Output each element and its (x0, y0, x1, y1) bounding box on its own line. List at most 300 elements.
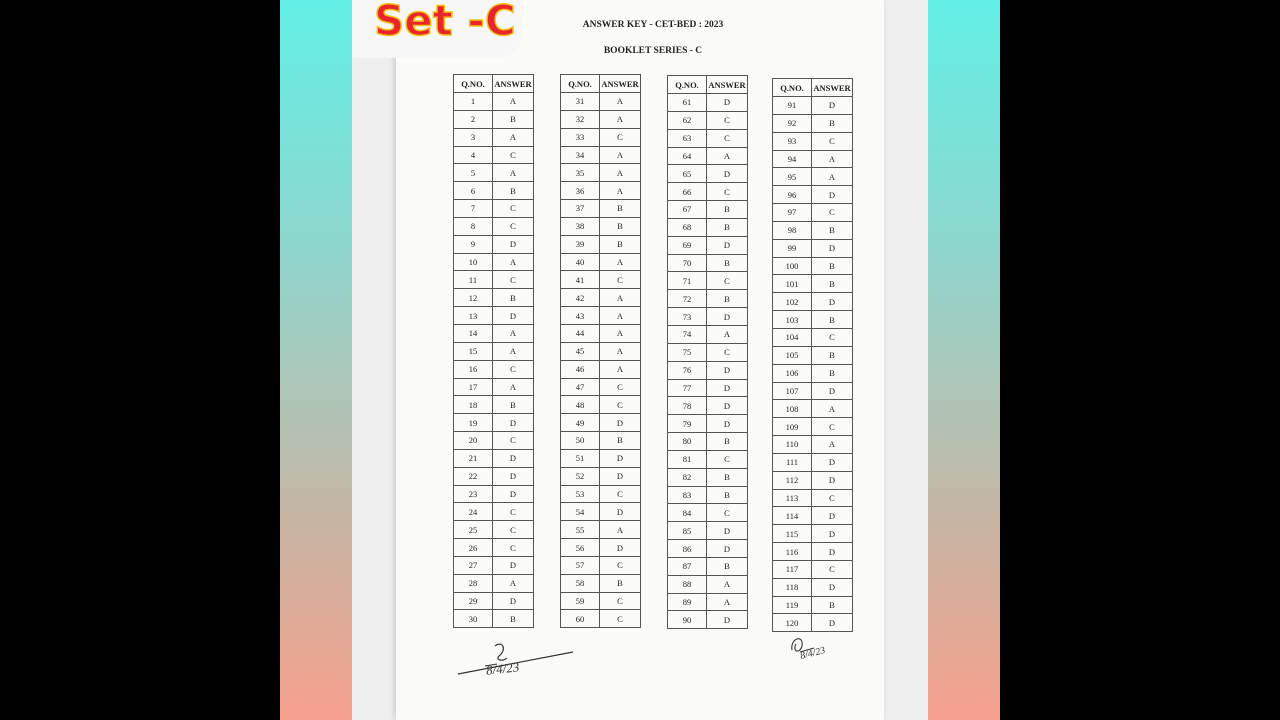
answer-value: B (707, 557, 748, 575)
question-number: 29 (454, 592, 493, 610)
question-number: 106 (773, 364, 812, 382)
table-row (773, 418, 853, 436)
answer-value: D (812, 614, 853, 632)
table-row (561, 342, 641, 360)
table-row (561, 271, 641, 289)
table-row (668, 450, 748, 468)
answer-value: C (812, 418, 853, 436)
answer-value: D (600, 467, 641, 485)
answer-value: C (707, 343, 748, 361)
table-row (668, 272, 748, 290)
question-number: 76 (668, 361, 707, 379)
question-number: 58 (561, 574, 600, 592)
question-number: 27 (454, 556, 493, 574)
question-number: 72 (668, 290, 707, 308)
question-number: 47 (561, 378, 600, 396)
question-number: 102 (773, 293, 812, 311)
answer-value: D (812, 525, 853, 543)
table-row (668, 522, 748, 540)
table-row (668, 218, 748, 236)
answer-value: C (707, 129, 748, 147)
question-number: 12 (454, 289, 493, 307)
answer-value: D (493, 307, 534, 325)
question-number: 94 (773, 150, 812, 168)
question-number: 25 (454, 521, 493, 539)
question-number: 45 (561, 342, 600, 360)
question-number: 56 (561, 539, 600, 557)
question-number: 77 (668, 379, 707, 397)
question-number: 13 (454, 307, 493, 325)
question-number: 44 (561, 324, 600, 342)
answer-value: C (812, 560, 853, 578)
table-row (454, 610, 534, 628)
answer-value: A (493, 253, 534, 271)
table-row (454, 235, 534, 253)
answer-value: B (600, 432, 641, 450)
table-row (454, 200, 534, 218)
qno-header: Q.NO. (454, 75, 493, 93)
answer-value: C (812, 204, 853, 222)
table-row (561, 449, 641, 467)
question-number: 40 (561, 253, 600, 271)
answer-value: D (812, 97, 853, 115)
answer-value: C (493, 360, 534, 378)
question-number: 65 (668, 165, 707, 183)
question-number: 108 (773, 400, 812, 418)
answer-value: B (600, 574, 641, 592)
answer-value: B (707, 290, 748, 308)
answer-value: A (600, 110, 641, 128)
table-row (561, 289, 641, 307)
table-row (454, 217, 534, 235)
question-number: 112 (773, 471, 812, 489)
table-row (561, 556, 641, 574)
question-number: 82 (668, 468, 707, 486)
qno-header: Q.NO. (773, 79, 812, 97)
table-row (561, 182, 641, 200)
table-row (454, 467, 534, 485)
document-title: ANSWER KEY - CET-BED : 2023 (582, 20, 724, 30)
table-row (454, 449, 534, 467)
table-row (561, 217, 641, 235)
table-row (668, 557, 748, 575)
table-row (454, 521, 534, 539)
table-header-row (454, 75, 534, 93)
question-number: 73 (668, 308, 707, 326)
table-row (561, 396, 641, 414)
answer-value: D (707, 308, 748, 326)
answer-value: A (600, 93, 641, 111)
signature-left-date: 8/4/23 (485, 659, 520, 678)
answer-value: A (600, 307, 641, 325)
question-number: 68 (668, 218, 707, 236)
question-number: 110 (773, 436, 812, 454)
answer-value: A (812, 150, 853, 168)
table-row (561, 485, 641, 503)
answer-value: A (600, 521, 641, 539)
answer-value: B (812, 364, 853, 382)
question-number: 41 (561, 271, 600, 289)
answer-value: C (812, 132, 853, 150)
answer-value: B (493, 396, 534, 414)
question-number: 15 (454, 342, 493, 360)
table-row (668, 343, 748, 361)
question-number: 59 (561, 592, 600, 610)
answer-value: C (493, 521, 534, 539)
table-row (773, 239, 853, 257)
answer-value: D (600, 539, 641, 557)
table-row (668, 468, 748, 486)
answer-value: A (812, 400, 853, 418)
answer-value: C (600, 610, 641, 628)
question-number: 99 (773, 239, 812, 257)
table-row (454, 556, 534, 574)
answer-value: C (493, 503, 534, 521)
question-number: 2 (454, 110, 493, 128)
signature-right-date: 8/4/23 (799, 645, 827, 662)
answer-value: A (600, 253, 641, 271)
table-row (773, 560, 853, 578)
question-number: 101 (773, 275, 812, 293)
answer-value: A (707, 575, 748, 593)
question-number: 24 (454, 503, 493, 521)
question-number: 51 (561, 449, 600, 467)
table-row (773, 114, 853, 132)
table-row (773, 578, 853, 596)
question-number: 75 (668, 343, 707, 361)
answer-value: A (707, 593, 748, 611)
table-row (773, 364, 853, 382)
question-number: 80 (668, 433, 707, 451)
table-row (773, 489, 853, 507)
table-row (773, 293, 853, 311)
question-number: 39 (561, 235, 600, 253)
table-row (454, 253, 534, 271)
answer-value: B (707, 254, 748, 272)
answer-value: A (600, 182, 641, 200)
answer-value: B (812, 596, 853, 614)
table-row (773, 507, 853, 525)
question-number: 104 (773, 328, 812, 346)
question-number: 111 (773, 453, 812, 471)
table-row (668, 236, 748, 254)
answer-value: B (812, 275, 853, 293)
table-row (668, 593, 748, 611)
table-row (561, 253, 641, 271)
table-row (773, 400, 853, 418)
question-number: 16 (454, 360, 493, 378)
answer-value: B (707, 486, 748, 504)
answer-value: B (493, 110, 534, 128)
table-row (454, 574, 534, 592)
answer-value: D (707, 522, 748, 540)
answer-value: B (812, 257, 853, 275)
answer-value: C (493, 200, 534, 218)
table-row (773, 168, 853, 186)
answer-table-2 (560, 74, 641, 628)
table-row (668, 111, 748, 129)
question-number: 118 (773, 578, 812, 596)
qno-header: Q.NO. (668, 76, 707, 94)
table-row (454, 128, 534, 146)
question-number: 88 (668, 575, 707, 593)
answer-value: B (707, 433, 748, 451)
answer-value: D (707, 236, 748, 254)
answer-value: C (707, 183, 748, 201)
table-row (454, 289, 534, 307)
answer-value: D (812, 382, 853, 400)
set-label: Set -C (374, 0, 516, 45)
answer-value: D (493, 449, 534, 467)
question-number: 60 (561, 610, 600, 628)
answer-value: B (707, 201, 748, 219)
question-number: 46 (561, 360, 600, 378)
question-number: 105 (773, 346, 812, 364)
answer-value: A (600, 164, 641, 182)
table-row (454, 432, 534, 450)
table-row (561, 307, 641, 325)
answer-value: D (493, 467, 534, 485)
question-number: 119 (773, 596, 812, 614)
answer-value: A (600, 360, 641, 378)
question-number: 109 (773, 418, 812, 436)
table-row (454, 164, 534, 182)
question-number: 34 (561, 146, 600, 164)
table-row (561, 414, 641, 432)
answer-value: D (707, 540, 748, 558)
table-row (454, 503, 534, 521)
answer-value: D (812, 239, 853, 257)
table-row (561, 503, 641, 521)
answer-value: C (600, 485, 641, 503)
question-number: 97 (773, 204, 812, 222)
table-row (454, 307, 534, 325)
answer-value: A (600, 324, 641, 342)
question-number: 70 (668, 254, 707, 272)
answer-value: C (493, 217, 534, 235)
question-number: 90 (668, 611, 707, 629)
question-number: 33 (561, 128, 600, 146)
answer-table-1 (453, 74, 534, 628)
question-number: 8 (454, 217, 493, 235)
answer-value: B (812, 346, 853, 364)
question-number: 116 (773, 543, 812, 561)
table-row (668, 540, 748, 558)
table-row (454, 324, 534, 342)
answer-value: A (493, 574, 534, 592)
answer-value: C (707, 504, 748, 522)
table-row (668, 379, 748, 397)
answer-value: A (493, 324, 534, 342)
question-number: 117 (773, 560, 812, 578)
question-number: 26 (454, 539, 493, 557)
answer-value: D (812, 543, 853, 561)
table-row (454, 146, 534, 164)
table-row (561, 110, 641, 128)
table-row (668, 165, 748, 183)
question-number: 85 (668, 522, 707, 540)
question-number: 3 (454, 128, 493, 146)
question-number: 67 (668, 201, 707, 219)
question-number: 17 (454, 378, 493, 396)
table-row (561, 467, 641, 485)
question-number: 81 (668, 450, 707, 468)
table-row (668, 183, 748, 201)
table-row (773, 275, 853, 293)
answer-value: A (493, 342, 534, 360)
answer-value: B (493, 182, 534, 200)
question-number: 103 (773, 311, 812, 329)
question-number: 95 (773, 168, 812, 186)
question-number: 35 (561, 164, 600, 182)
table-row (668, 254, 748, 272)
table-row (561, 128, 641, 146)
table-row (561, 521, 641, 539)
table-row (668, 433, 748, 451)
answer-value: C (600, 592, 641, 610)
answer-value: B (812, 221, 853, 239)
answer-value: D (600, 449, 641, 467)
answer-value: A (812, 436, 853, 454)
answer-value: D (493, 235, 534, 253)
question-number: 113 (773, 489, 812, 507)
answer-value: A (600, 342, 641, 360)
answer-value: D (812, 471, 853, 489)
question-number: 84 (668, 504, 707, 522)
answer-value: A (493, 93, 534, 111)
answer-table-3 (667, 75, 748, 629)
table-row (773, 543, 853, 561)
question-number: 18 (454, 396, 493, 414)
answer-value: C (493, 146, 534, 164)
question-number: 115 (773, 525, 812, 543)
question-number: 62 (668, 111, 707, 129)
question-number: 120 (773, 614, 812, 632)
question-number: 89 (668, 593, 707, 611)
answer-value: C (493, 539, 534, 557)
table-row (561, 324, 641, 342)
answer-value: D (600, 503, 641, 521)
question-number: 10 (454, 253, 493, 271)
question-number: 49 (561, 414, 600, 432)
answer-value: C (600, 556, 641, 574)
answer-value: C (812, 489, 853, 507)
question-number: 83 (668, 486, 707, 504)
question-number: 91 (773, 97, 812, 115)
table-row (668, 611, 748, 629)
table-row (668, 308, 748, 326)
table-row (454, 342, 534, 360)
table-row (561, 93, 641, 111)
question-number: 64 (668, 147, 707, 165)
answer-value: B (812, 311, 853, 329)
question-number: 14 (454, 324, 493, 342)
question-number: 9 (454, 235, 493, 253)
question-number: 86 (668, 540, 707, 558)
answer-value: D (812, 453, 853, 471)
answer-value: C (600, 378, 641, 396)
answer-header: ANSWER (812, 79, 853, 97)
answer-value: D (707, 379, 748, 397)
table-row (773, 204, 853, 222)
question-number: 52 (561, 467, 600, 485)
answer-value: D (600, 414, 641, 432)
answer-value: A (600, 146, 641, 164)
answer-value: B (600, 217, 641, 235)
question-number: 98 (773, 221, 812, 239)
answer-value: B (707, 468, 748, 486)
table-row (773, 471, 853, 489)
answer-value: D (707, 94, 748, 112)
question-number: 61 (668, 94, 707, 112)
question-number: 66 (668, 183, 707, 201)
table-row (561, 360, 641, 378)
table-row (454, 110, 534, 128)
answer-value: A (707, 325, 748, 343)
table-row (773, 436, 853, 454)
question-number: 28 (454, 574, 493, 592)
table-row (561, 592, 641, 610)
answer-value: D (493, 414, 534, 432)
table-row (454, 378, 534, 396)
table-row (773, 453, 853, 471)
question-number: 36 (561, 182, 600, 200)
table-row (668, 415, 748, 433)
answer-value: A (812, 168, 853, 186)
question-number: 114 (773, 507, 812, 525)
answer-value: D (812, 293, 853, 311)
answer-table-4 (772, 78, 853, 632)
table-row (454, 271, 534, 289)
answer-value: B (493, 289, 534, 307)
answer-value: D (493, 592, 534, 610)
question-number: 57 (561, 556, 600, 574)
table-row (668, 504, 748, 522)
table-row (454, 539, 534, 557)
answer-value: C (493, 271, 534, 289)
question-number: 42 (561, 289, 600, 307)
table-header-row (773, 79, 853, 97)
table-row (561, 574, 641, 592)
question-number: 11 (454, 271, 493, 289)
table-row (561, 610, 641, 628)
table-row (561, 200, 641, 218)
table-header-row (668, 76, 748, 94)
question-number: 87 (668, 557, 707, 575)
question-number: 38 (561, 217, 600, 235)
table-row (668, 397, 748, 415)
table-row (773, 186, 853, 204)
answer-value: B (493, 610, 534, 628)
answer-value: C (707, 450, 748, 468)
table-row (773, 596, 853, 614)
table-row (454, 396, 534, 414)
answer-value: D (707, 361, 748, 379)
question-number: 20 (454, 432, 493, 450)
question-number: 54 (561, 503, 600, 521)
table-row (773, 346, 853, 364)
table-row (668, 486, 748, 504)
table-row (454, 485, 534, 503)
table-row (454, 360, 534, 378)
table-row (454, 93, 534, 111)
table-row (454, 592, 534, 610)
answer-value: D (707, 611, 748, 629)
answer-value: D (812, 507, 853, 525)
answer-value: B (812, 114, 853, 132)
table-row (561, 164, 641, 182)
question-number: 23 (454, 485, 493, 503)
